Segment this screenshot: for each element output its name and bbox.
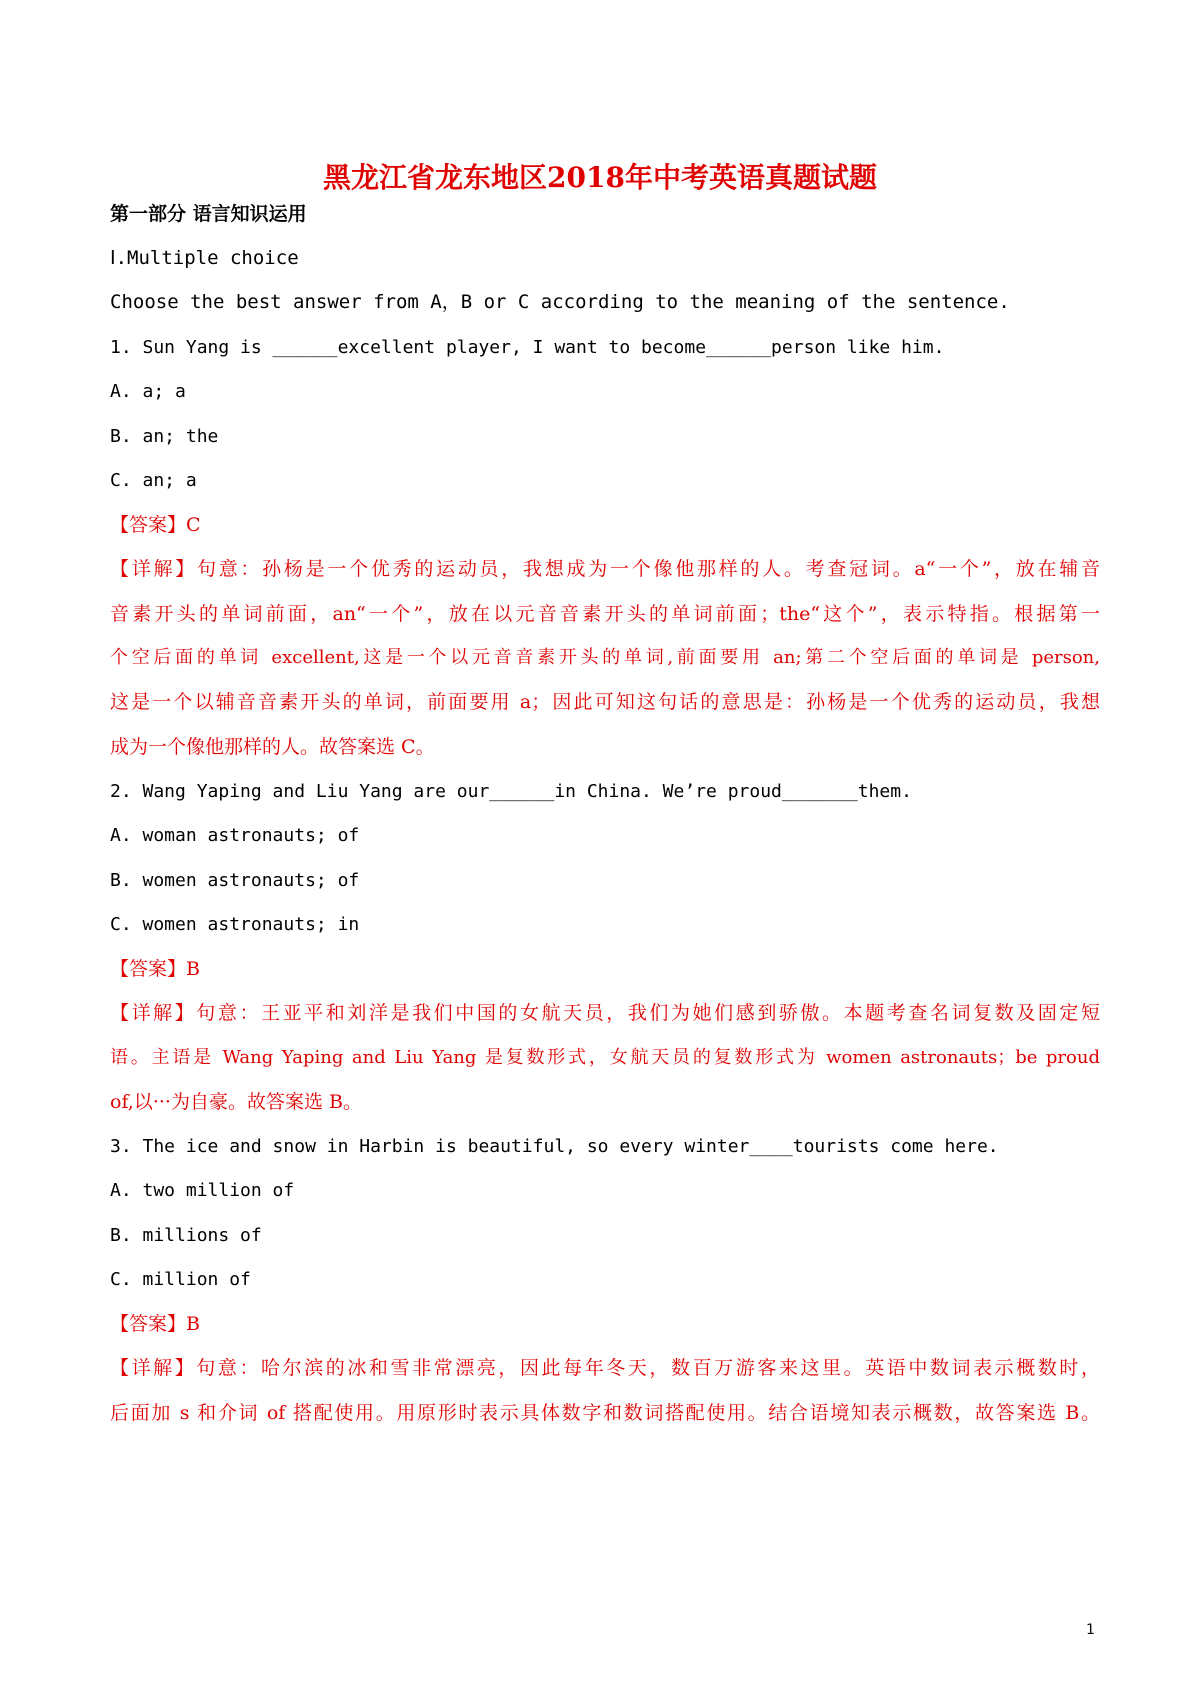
question-2-explanation-line: 【详解】句意：王亚平和刘洋是我们中国的女航天员，我们为她们感到骄傲。本题考查名词复数及固定短: [110, 1002, 1100, 1024]
question-1-option-a: A. a; a: [110, 381, 186, 402]
question-1-option-b: B. an; the: [110, 426, 219, 447]
question-1-stem: 1. Sun Yang is ______excellent player, I want to become______person like him.: [110, 337, 945, 358]
section-instruction: Choose the best answer from A，B or C according to the meaning of the sentence.: [110, 291, 1010, 313]
question-2-explanation-line: of,以···为自豪。故答案选 B。: [110, 1091, 362, 1113]
question-2-option-a: A. woman astronauts; of: [110, 825, 360, 846]
question-2-option-b: B. women astronauts; of: [110, 870, 360, 891]
question-2-stem: 2. Wang Yaping and Liu Yang are our______in China. We’re proud_______them.: [110, 781, 912, 802]
question-1-option-c: C. an; a: [110, 470, 197, 491]
question-1-explanation-line: 【详解】句意：孙杨是一个优秀的运动员，我想成为一个像他那样的人。考查冠词。a“一个”，放在辅音: [110, 558, 1100, 580]
question-3-answer: 【答案】B: [110, 1313, 200, 1335]
question-1-answer: 【答案】C: [110, 514, 201, 536]
question-2-answer: 【答案】B: [110, 958, 200, 980]
question-1-explanation-line: 个空后面的单词 excellent,这是一个以元音音素开头的单词,前面要用 an;第二个空后面的单词是 person,: [110, 647, 1100, 668]
page-number: 1: [1086, 1622, 1095, 1638]
section-heading: Ⅰ.Multiple choice: [110, 247, 299, 269]
document-title: 黑龙江省龙东地区2018年中考英语真题试题: [323, 161, 877, 194]
question-3-explanation-line: 后面加 s 和介词 of 搭配使用。用原形时表示具体数字和数词搭配使用。结合语境知表示概数，故答案选 B。: [110, 1402, 1100, 1424]
part-heading: 第一部分 语言知识运用: [110, 203, 307, 225]
question-2-explanation-line: 语。主语是 Wang Yaping and Liu Yang 是复数形式，女航天员的复数形式为 women astronauts；be proud: [110, 1047, 1100, 1068]
question-3-option-c: C. million of: [110, 1269, 251, 1290]
question-2-option-c: C. women astronauts; in: [110, 914, 360, 935]
question-3-stem: 3. The ice and snow in Harbin is beautiful, so every winter____tourists come here.: [110, 1136, 999, 1157]
question-1-explanation-line: 成为一个像他那样的人。故答案选 C。: [110, 736, 435, 758]
question-1-explanation-line: 音素开头的单词前面，an“一个”，放在以元音音素开头的单词前面；the“这个”，表示特指。根据第一: [110, 603, 1100, 625]
question-3-explanation-line: 【详解】句意：哈尔滨的冰和雪非常漂亮，因此每年冬天，数百万游客来这里。英语中数词表示概数时，: [110, 1357, 1100, 1379]
question-1-explanation-line: 这是一个以辅音音素开头的单词，前面要用 a；因此可知这句话的意思是：孙杨是一个优秀的运动员，我想: [110, 691, 1100, 713]
question-3-option-b: B. millions of: [110, 1225, 262, 1246]
question-3-option-a: A. two million of: [110, 1180, 295, 1201]
